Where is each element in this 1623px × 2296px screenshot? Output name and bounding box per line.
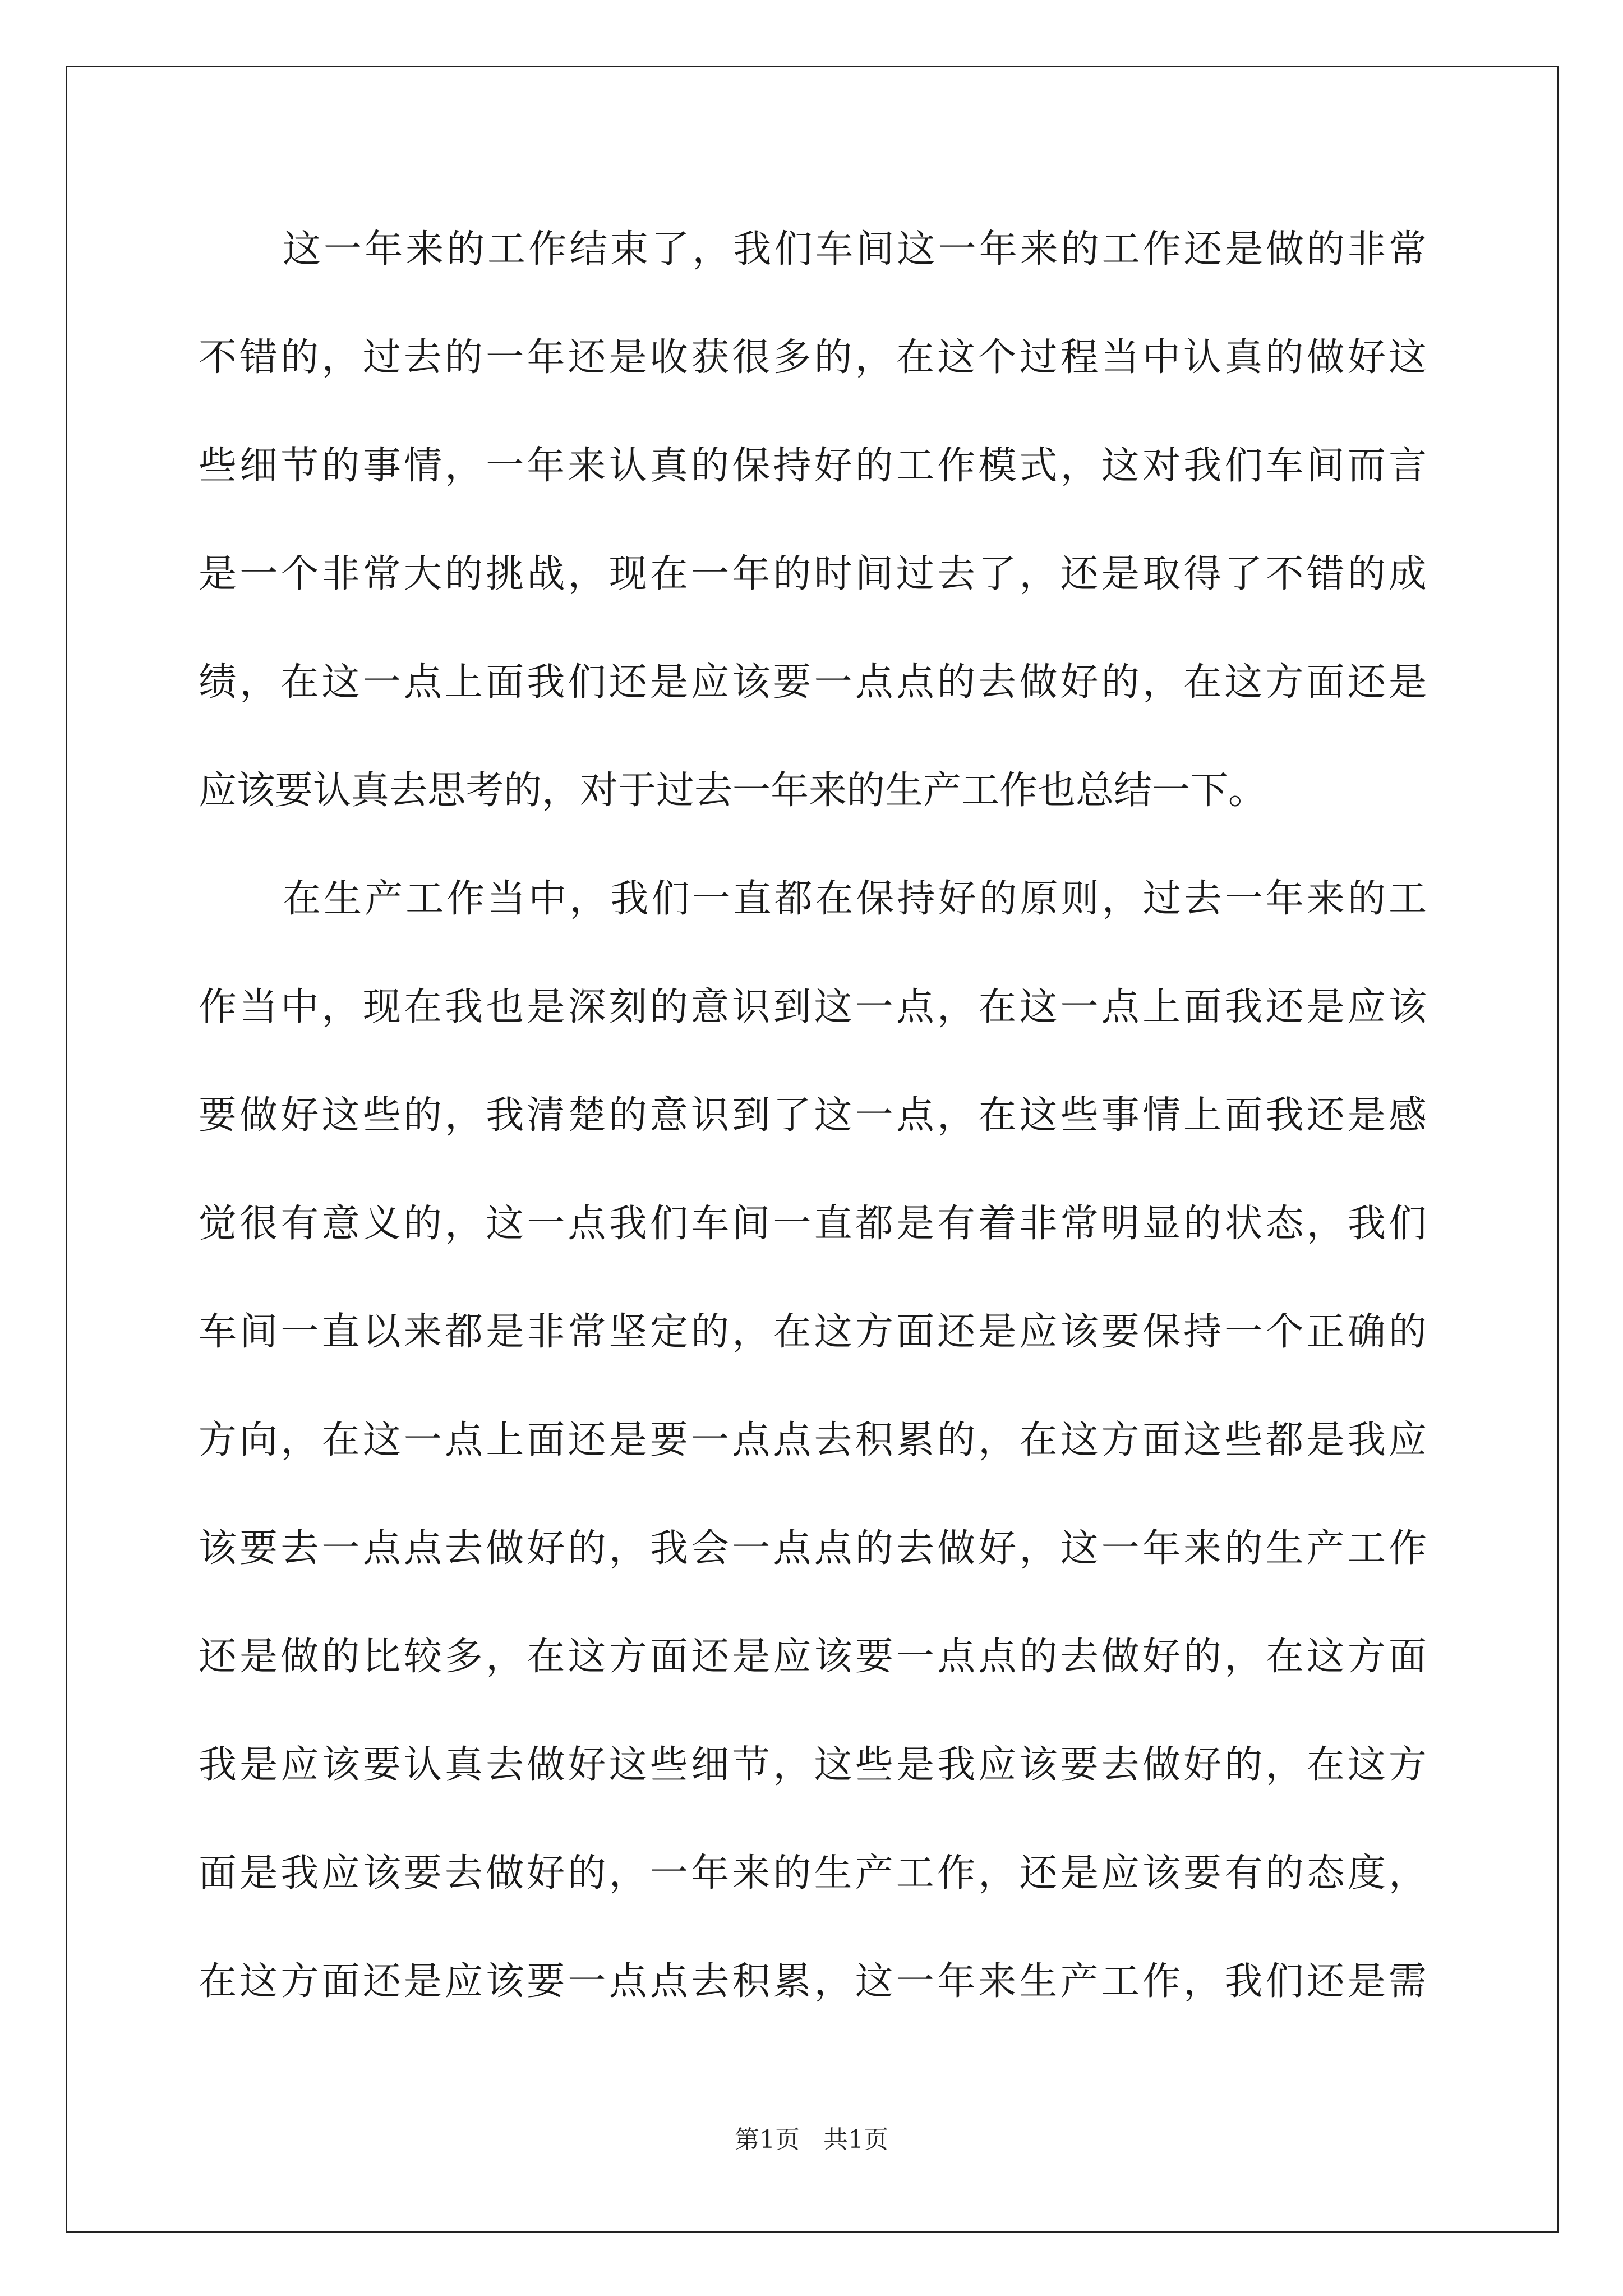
paragraph-2-line-4: 觉很有意义的，这一点我们车间一直都是有着非常明显的状态，我们	[199, 1202, 1427, 1246]
paragraph-2-line-9: 我是应该要认真去做好这些细节，这些是我应该要去做好的，在这方	[199, 1743, 1427, 1787]
paragraph-2-line-5: 车间一直以来都是非常坚定的，在这方面还是应该要保持一个正确的	[199, 1310, 1427, 1354]
paragraph-1-line-3: 些细节的事情，一年来认真的保持好的工作模式，这对我们车间而言	[199, 444, 1427, 488]
paragraph-1-line-1: 这一年来的工作结束了，我们车间这一年来的工作还是做的非常	[283, 227, 1427, 272]
paragraph-2-line-10: 面是我应该要去做好的，一年来的生产工作，还是应该要有的态度，	[199, 1851, 1427, 1895]
paragraph-2-line-8: 还是做的比较多，在这方面还是应该要一点点的去做好的，在这方面	[199, 1635, 1427, 1679]
paragraph-1-line-5: 绩，在这一点上面我们还是应该要一点点的去做好的，在这方面还是	[199, 660, 1427, 705]
paragraph-1-line-4: 是一个非常大的挑战，现在一年的时间过去了，还是取得了不错的成	[199, 552, 1427, 596]
page-border	[66, 66, 1559, 2233]
paragraph-2-line-3: 要做好这些的，我清楚的意识到了这一点，在这些事情上面我还是感	[199, 1093, 1427, 1138]
paragraph-1-line-6: 应该要认真去思考的，对于过去一年来的生产工作也总结一下。	[199, 769, 1267, 813]
paragraph-1-line-2: 不错的，过去的一年还是收获很多的，在这个过程当中认真的做好这	[199, 335, 1427, 380]
paragraph-2-line-6: 方向，在这一点上面还是要一点点去积累的，在这方面这些都是我应	[199, 1418, 1427, 1462]
page-total: 共1页	[823, 2125, 888, 2154]
paragraph-2-line-1: 在生产工作当中，我们一直都在保持好的原则，过去一年来的工	[283, 877, 1427, 921]
page-footer	[0, 2123, 1623, 2157]
paragraph-2-line-2: 作当中，现在我也是深刻的意识到这一点，在这一点上面我还是应该	[199, 985, 1427, 1029]
paragraph-2-line-7: 该要去一点点去做好的，我会一点点的去做好，这一年来的生产工作	[199, 1526, 1427, 1571]
paragraph-2-line-11: 在这方面还是应该要一点点去积累，这一年来生产工作，我们还是需	[199, 1959, 1427, 2004]
page-number: 第1页	[735, 2125, 800, 2154]
